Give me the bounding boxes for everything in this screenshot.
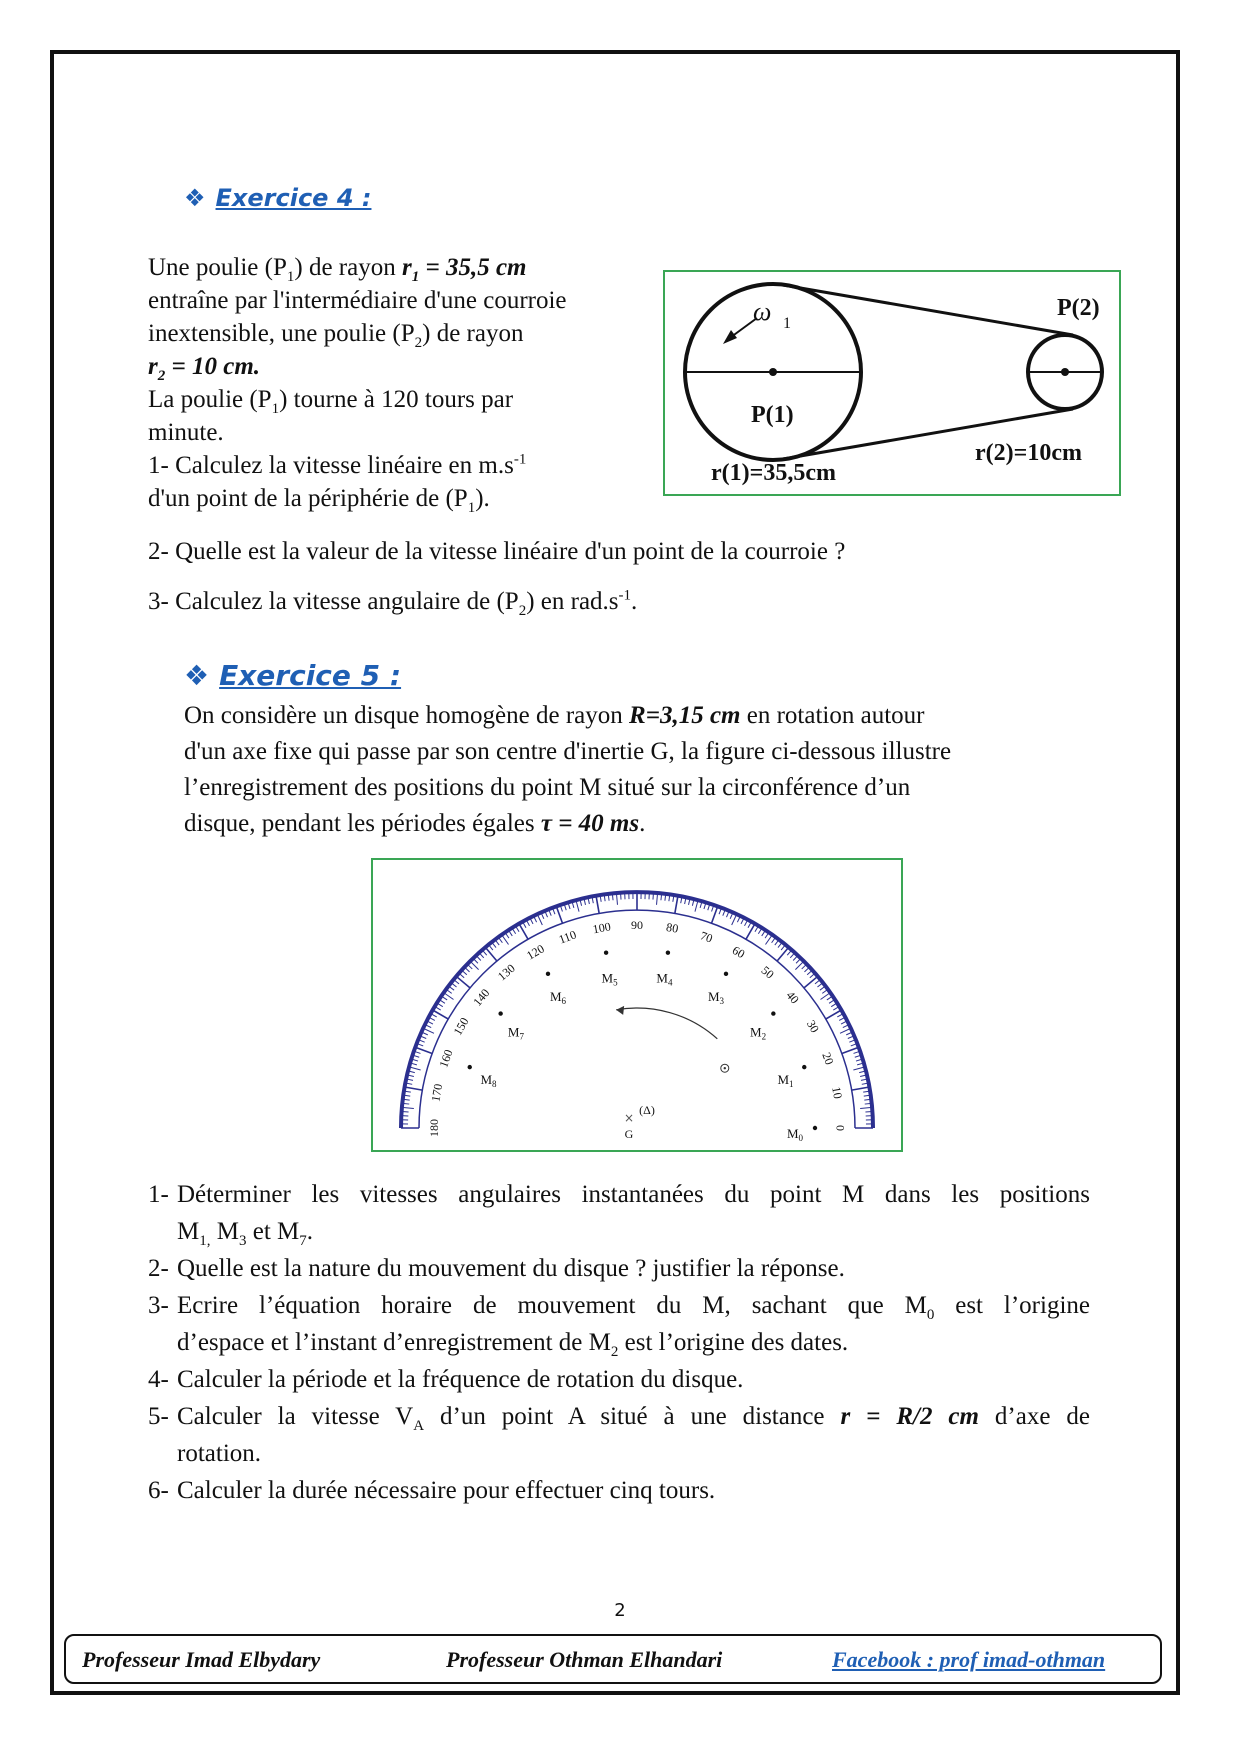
center-cross: × [623,1111,635,1125]
scale-label: 70 [698,928,715,946]
scale-label: 100 [591,919,612,937]
scale-label: 130 [494,961,518,984]
protractor-tick [840,1028,851,1033]
protractor-tick [853,1067,865,1070]
exercise-4-question-2: 2- Quelle est la valeur de la vitesse linéaire d'un point de la courroie ? [148,538,846,565]
rotation-arrowhead [616,1006,624,1015]
scale-label: 90 [631,917,643,932]
svg-text:P(1): P(1) [751,402,794,428]
point-label: $M_4$ [656,970,673,988]
rotation-arrow [616,1008,717,1039]
protractor-tick [852,1087,870,1090]
question-3: 3- Ecrire l’équation horaire de mouvement du M, sachant que $M_0$ est l’origine d’espace et l’instant d’enregistrement de $M_2$ est l’origine des dates. [148,1292,1090,1360]
recorded-point [546,972,550,976]
protractor-tick [793,955,798,960]
protractor-tick [804,967,809,972]
recorded-point [498,1011,502,1015]
protractor-tick [482,950,487,955]
protractor-tick [467,964,472,969]
diamond-bullet-icon: ❖ [184,659,210,692]
exercise-4-title: ❖ Exercice 4 : [184,184,372,212]
svg-text:P(2): P(2) [1057,295,1100,321]
recorded-point [813,1126,817,1130]
protractor-tick [433,1010,449,1019]
recorded-point [666,951,670,955]
recorded-point [468,1065,472,1069]
point-label: $M_1$ [777,1071,794,1089]
protractor-inner-arc [419,910,855,1128]
protractor-tick [804,976,818,988]
protractor-tick [476,955,481,960]
scale-label: 80 [665,919,680,936]
svg-text:1: 1 [783,315,791,332]
point-label: $M_3$ [707,989,725,1007]
protractor-tick [405,1087,423,1090]
protractor-tick [473,958,478,963]
recorded-point [771,1011,775,1015]
question-1: 1- Déterminer les vitesses angulaires instantanées du point M dans les positions $M_{1,}$ $M_3$ et $M_7$. [148,1181,1090,1249]
pulley-figure [663,270,1121,496]
recorded-point [724,972,728,976]
axis-symbol-dot [724,1067,726,1069]
exercise-5-intro: On considère un disque homogène de rayon R=3,15 cm en rotation autour d'un axe fixe qui passe par son centre d'inertie G, la figure ci-dessous illustre l’enregistrement des positions du point M situé sur la circonférence d’un disque, pendant les périodes égales τ = 40 ms. [184,702,952,837]
protractor-tick [695,900,698,912]
center-label: G [624,1127,634,1141]
page-number: 2 [614,1600,626,1621]
diamond-bullet-icon: ❖ [184,184,206,212]
svg-text:r(2)=10cm: r(2)=10cm [975,440,1082,466]
protractor-tick [423,1028,434,1033]
scale-label: 20 [819,1050,837,1067]
axis-label: (Δ) [639,1103,655,1117]
protractor-tick [675,896,678,914]
protractor-tick [459,973,464,978]
scale-label: 180 [426,1119,441,1137]
protractor-tick [746,924,755,940]
question-4: 4- Calculer la période et la fréquence de rotation du disque. [148,1366,744,1393]
point-label: $M_7$ [507,1024,524,1042]
protractor-tick [464,967,469,972]
protractor-tick [537,914,542,925]
pulley-diagram [665,272,1119,494]
protractor-figure [371,858,903,1152]
protractor-tick [456,976,470,988]
protractor-tick [790,953,795,958]
protractor-tick [807,970,812,975]
protractor-diagram [373,860,901,1150]
exercise-4-intro: Une poulie $(P_1)$ de rayon $r_1 = 35,5$ cm entraîne par l'intermédiaire d'une courroie inextensible, une poulie $(P_2)$ de rayon $r_2 = 10$ cm. La poulie $(P_1)$ tourne à 120 tours par minute. 1- Calculez la vitesse linéaire en $m.s^{-1}$ d'un point de la périphérie de $(P_1)$. [148,254,567,516]
point-label: $M_8$ [480,1071,497,1089]
scale-label: 160 [436,1047,456,1070]
protractor-tick [802,964,807,969]
protractor-tick [479,953,484,958]
scale-label: 120 [524,941,547,963]
scale-label: 150 [450,1015,472,1038]
question-2: 2- Quelle est la nature du mouvement du disque ? justifier la réponse. [148,1255,845,1282]
exercise-4-question-3: 3- Calculez la vitesse angulaire de $(P_2)$ en $rad.s^{-1}$. [148,587,638,619]
protractor-tick [409,1067,421,1070]
scale-label: 50 [758,963,777,982]
footer-author-1: Professeur Imad Elbydary [82,1647,321,1672]
recorded-point [802,1065,806,1069]
scale-label: 10 [829,1085,846,1100]
protractor-tick [485,947,497,961]
protractor-tick [576,900,579,912]
scale-label: 140 [470,985,493,1009]
point-label: $M_2$ [750,1024,767,1042]
question-6: 6- Calculer la durée nécessaire pour effectuer cinq tours. [148,1477,716,1504]
protractor-tick [462,970,467,975]
footer-author-2: Professeur Othman Elhandari [446,1647,723,1672]
scale-label: 0 [833,1125,848,1131]
exercise-5-questions [148,1176,1090,1509]
question-5: 5- Calculer la vitesse $V_A$ d’un point A situé à une distance r = R/2 cm d’axe de rotation. [148,1403,1090,1467]
protractor-tick [796,958,801,963]
protractor-tick [787,950,792,955]
scale-label: 170 [428,1082,446,1103]
point-label: $M_5$ [601,970,618,988]
protractor-tick [596,896,599,914]
protractor-tick [777,947,789,961]
point-label: $M_6$ [549,989,567,1007]
scale-label: 30 [803,1017,823,1036]
protractor-tick [732,914,737,925]
recorded-point [604,951,608,955]
scale-label: 40 [783,988,802,1007]
scale-label: 110 [556,927,579,947]
facebook-link[interactable]: Facebook : prof imad-othman [832,1647,1106,1672]
svg-text:ω: ω [753,297,772,326]
footer [64,1634,1162,1684]
scale-label: 60 [729,942,748,962]
point-label: $M_0$ [786,1126,804,1143]
protractor-tick [519,924,528,940]
svg-text:r(1)=35,5cm: r(1)=35,5cm [711,460,836,486]
protractor-tick [810,973,815,978]
exercise-5-title: ❖ Exercice 5 : [184,659,402,692]
protractor-tick [826,1010,842,1019]
